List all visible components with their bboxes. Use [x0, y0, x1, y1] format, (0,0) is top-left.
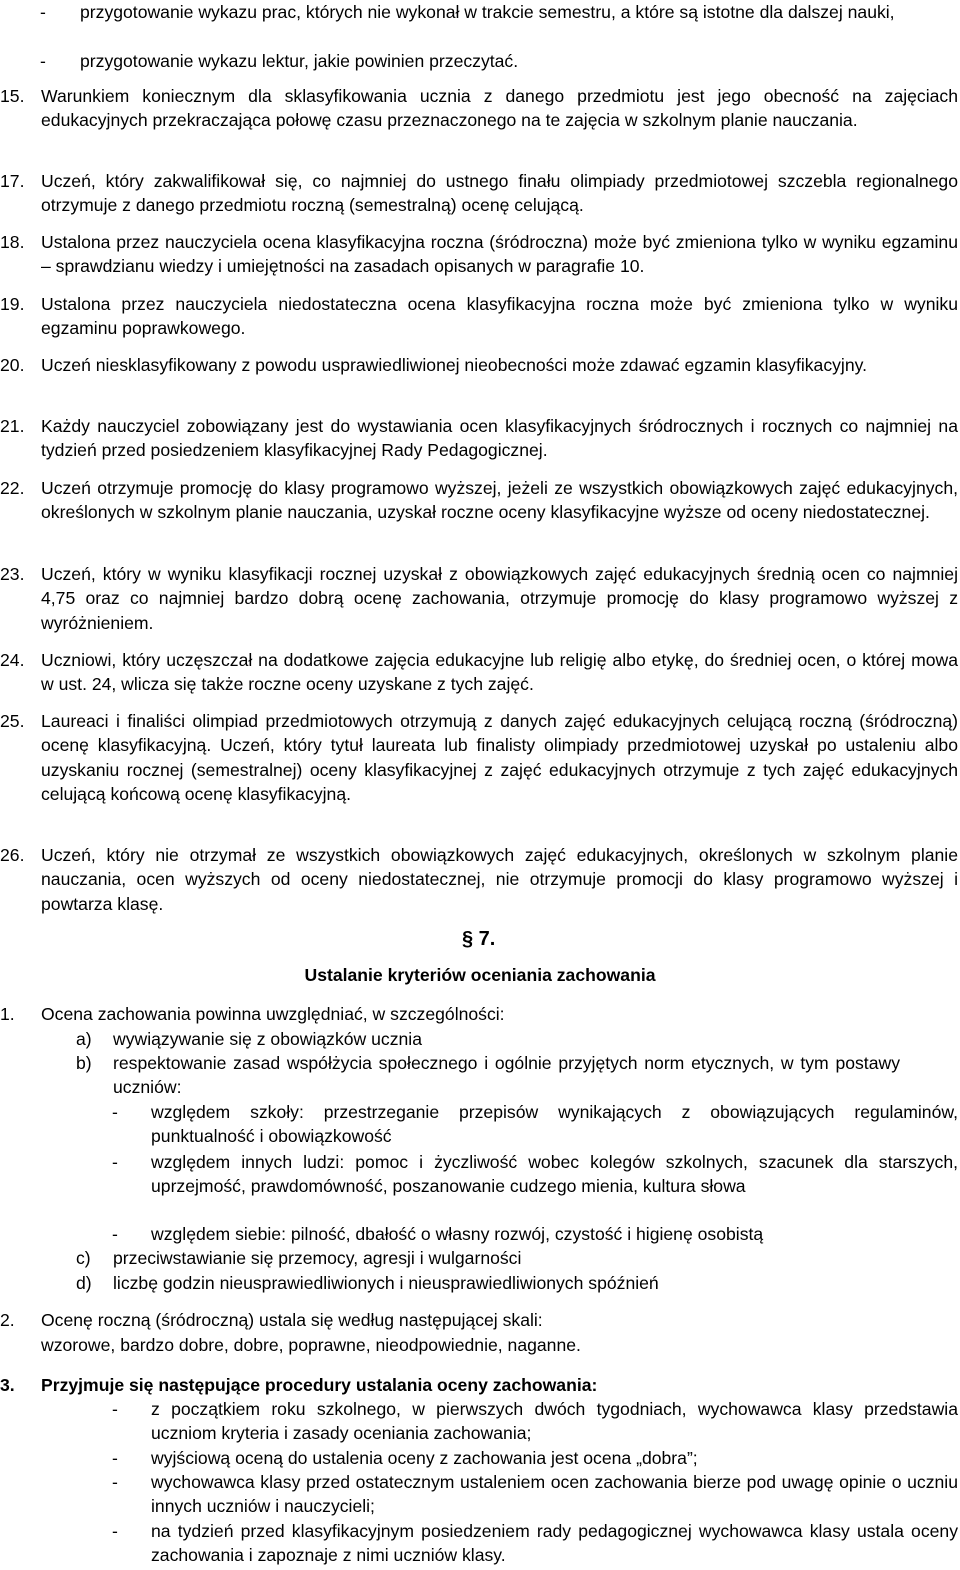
criterion-text: liczbę godzin nieusprawiedliwionych i nieusprawiedliwionych spóźnień [113, 1273, 659, 1293]
paragraph-number: 3. [0, 1375, 15, 1395]
numbered-paragraph [0, 476, 960, 525]
criterion-a [0, 1027, 960, 1051]
letter-label: d) [76, 1273, 92, 1293]
criterion-c [0, 1246, 960, 1270]
paragraph-text: Uczniowi, który uczęszczał na dodatkowe zajęcia edukacyjne lub religię albo etykę, do średniej ocen, o której mowa w ust. 24, wlicza się także roczne oceny uzyskane z tych zajęć. [41, 650, 958, 695]
grade-scale [0, 1333, 960, 1357]
numbered-paragraph [0, 414, 960, 463]
list-item [0, 49, 960, 73]
paragraph-text: Laureaci i finaliści olimpiad przedmiotowych otrzymują z danych zajęć edukacyjnych celującą roczną (śródroczną) ocenę klasyfikacyjną. Uczeń, który tytuł laureata lub finalisty olimpiady przedmiotowej uzyskał po ustaleniu albo uzyskaniu rocznej (semestralnej) oceny klasyfikacyjnej z zajęć edukacyjnych otrzymuje z tych zajęć edukacyjnych celującą końcową ocenę klasyfikacyjną. [41, 711, 958, 804]
criterion-b-subitem [0, 1100, 960, 1149]
criterion-text: wywiązywanie się z obowiązków ucznia [113, 1029, 422, 1049]
subitem-text: względem szkoły: przestrzeganie przepisów wynikających z obowiązujących regulaminów, punktualność i obowiązkowość [151, 1102, 958, 1147]
numbered-paragraph [0, 84, 960, 133]
section-number: § 7. [462, 928, 496, 950]
dash-marker: - [112, 1152, 118, 1172]
procedure-item [0, 1446, 960, 1470]
numbered-paragraph [0, 169, 960, 218]
paragraph-number: 26. [0, 845, 25, 865]
paragraph-number: 17. [0, 171, 25, 191]
criterion-text: przeciwstawianie się przemocy, agresji i wulgarności [113, 1248, 522, 1268]
list-item [0, 0, 960, 24]
paragraph-number: 22. [0, 478, 25, 498]
dash-marker: - [40, 51, 46, 71]
paragraph-text: Ustalona przez nauczyciela niedostateczna ocena klasyfikacyjna roczna może być zmieniona tylko w wyniku egzaminu poprawkowego. [41, 294, 958, 339]
procedure-item [0, 1470, 960, 1519]
dash-marker: - [112, 1224, 118, 1244]
paragraph-number: 23. [0, 564, 25, 584]
paragraph-number: 21. [0, 416, 25, 436]
numbered-paragraph [0, 353, 960, 377]
numbered-paragraph [0, 843, 960, 916]
numbered-paragraph [0, 562, 960, 635]
paragraph-number: 15. [0, 86, 25, 106]
criterion-b-subitem [0, 1150, 960, 1199]
subitem-text: względem siebie: pilność, dbałość o własny rozwój, czystość i higienę osobistą [151, 1224, 764, 1244]
numbered-paragraph [0, 292, 960, 341]
paragraph-number: 20. [0, 355, 25, 375]
paragraph-text: Uczeń otrzymuje promocję do klasy programowo wyższej, jeżeli ze wszystkich obowiązkowych zajęć edukacyjnych, określonych w szkolnym planie nauczania, uzyskał roczne oceny klasyfikacyjne wyższe od oceny niedostatecznej. [41, 478, 958, 523]
criterion-b-subitem [0, 1222, 960, 1246]
dash-marker: - [112, 1521, 118, 1541]
paragraph-number: 24. [0, 650, 25, 670]
procedure-item [0, 1519, 960, 1568]
paragraph-text: Uczeń, który zakwalifikował się, co najmniej do ustnego finału olimpiady przedmiotowej szczebla regionalnego otrzymuje z danego przedmiotu roczną (semestralną) ocenę celującą. [41, 171, 958, 216]
paragraph-number: 25. [0, 711, 25, 731]
behavior-point-2 [0, 1308, 960, 1332]
numbered-paragraph [0, 230, 960, 279]
dash-marker: - [112, 1472, 118, 1492]
procedure-item [0, 1397, 960, 1446]
dash-marker: - [112, 1102, 118, 1122]
paragraph-text: Przyjmuje się następujące procedury ustalania oceny zachowania: [41, 1375, 598, 1395]
paragraph-text: Każdy nauczyciel zobowiązany jest do wystawiania ocen klasyfikacyjnych śródrocznych i rocznych co najmniej na tydzień przed posiedzeniem klasyfikacyjnej Rady Pedagogicznej. [41, 416, 958, 461]
list-item-text: przygotowanie wykazu lektur, jakie powinien przeczytać. [80, 51, 519, 71]
subitem-text: względem innych ludzi: pomoc i życzliwość wobec kolegów szkolnych, szacunek dla starszych, uprzejmość, prawdomówność, poszanowanie cudzego mienia, kultura słowa [151, 1152, 958, 1197]
dash-marker: - [112, 1399, 118, 1419]
paragraph-number: 2. [0, 1310, 15, 1330]
procedure-text: na tydzień przed klasyfikacyjnym posiedzeniem rady pedagogicznej wychowawca klasy ustala oceny zachowania i zapoznaje z nimi uczniów klasy. [151, 1521, 958, 1566]
section-title: Ustalanie kryteriów oceniania zachowania [304, 965, 656, 985]
paragraph-text: Uczeń niesklasyfikowany z powodu usprawiedliwionej nieobecności może zdawać egzamin klasyfikacyjny. [41, 355, 867, 375]
grade-scale-text: wzorowe, bardzo dobre, dobre, poprawne, nieodpowiednie, naganne. [41, 1335, 581, 1355]
behavior-point-3 [0, 1373, 960, 1397]
numbered-paragraph [0, 709, 960, 806]
letter-label: a) [76, 1029, 92, 1049]
letter-label: c) [76, 1248, 91, 1268]
paragraph-text: Warunkiem koniecznym dla sklasyfikowania ucznia z danego przedmiotu jest jego obecność na zajęciach edukacyjnych przekraczająca połowę czasu przeznaczonego na te zajęcia w szkolnym planie nauczania. [41, 86, 958, 131]
criterion-b [0, 1051, 960, 1100]
procedure-text: wyjściową oceną do ustalenia oceny z zachowania jest ocena „dobra”; [151, 1448, 698, 1468]
behavior-point-1 [0, 1002, 960, 1026]
paragraph-number: 18. [0, 232, 25, 252]
paragraph-text: Ocena zachowania powinna uwzględniać, w szczególności: [41, 1004, 505, 1024]
paragraph-number: 19. [0, 294, 25, 314]
paragraph-text: Ustalona przez nauczyciela ocena klasyfikacyjna roczna (śródroczna) może być zmieniona tylko w wyniku egzaminu – sprawdzianu wiedzy i umiejętności na zasadach opisanych w paragrafie 10. [41, 232, 958, 277]
paragraph-text: Uczeń, który nie otrzymał ze wszystkich obowiązkowych zajęć edukacyjnych, określonych w szkolnym planie nauczania, ocen wyższych od oceny niedostatecznej, nie otrzymuje promocji do klasy programowo wyższej i powtarza klasę. [41, 845, 958, 914]
procedure-text: z początkiem roku szkolnego, w pierwszych dwóch tygodniach, wychowawca klasy przedstawia uczniom kryteria i zasady oceniania zachowania; [151, 1399, 958, 1444]
letter-label: b) [76, 1053, 92, 1073]
paragraph-text: Ocenę roczną (śródroczną) ustala się według następującej skali: [41, 1310, 543, 1330]
dash-marker: - [40, 2, 46, 22]
procedure-text: wychowawca klasy przed ostatecznym ustaleniem ocen zachowania bierze pod uwagę opinie o uczniu innych uczniów i nauczycieli; [151, 1472, 958, 1517]
criterion-text: respektowanie zasad współżycia społecznego i ogólnie przyjętych norm etycznych, w tym postawy uczniów: [113, 1053, 900, 1098]
paragraph-number: 1. [0, 1004, 15, 1024]
paragraph-text: Uczeń, który w wyniku klasyfikacji rocznej uzyskał z obowiązkowych zajęć edukacyjnych średnią ocen co najmniej 4,75 oraz co najmniej bardzo dobrą ocenę zachowania, otrzymuje promocję do klasy programowo wyższej z wyróżnieniem. [41, 564, 958, 633]
list-item-text: przygotowanie wykazu prac, których nie wykonał w trakcie semestru, a które są istotne dla dalszej nauki, [80, 2, 895, 22]
criterion-d [0, 1271, 960, 1295]
numbered-paragraph [0, 648, 960, 697]
dash-marker: - [112, 1448, 118, 1468]
